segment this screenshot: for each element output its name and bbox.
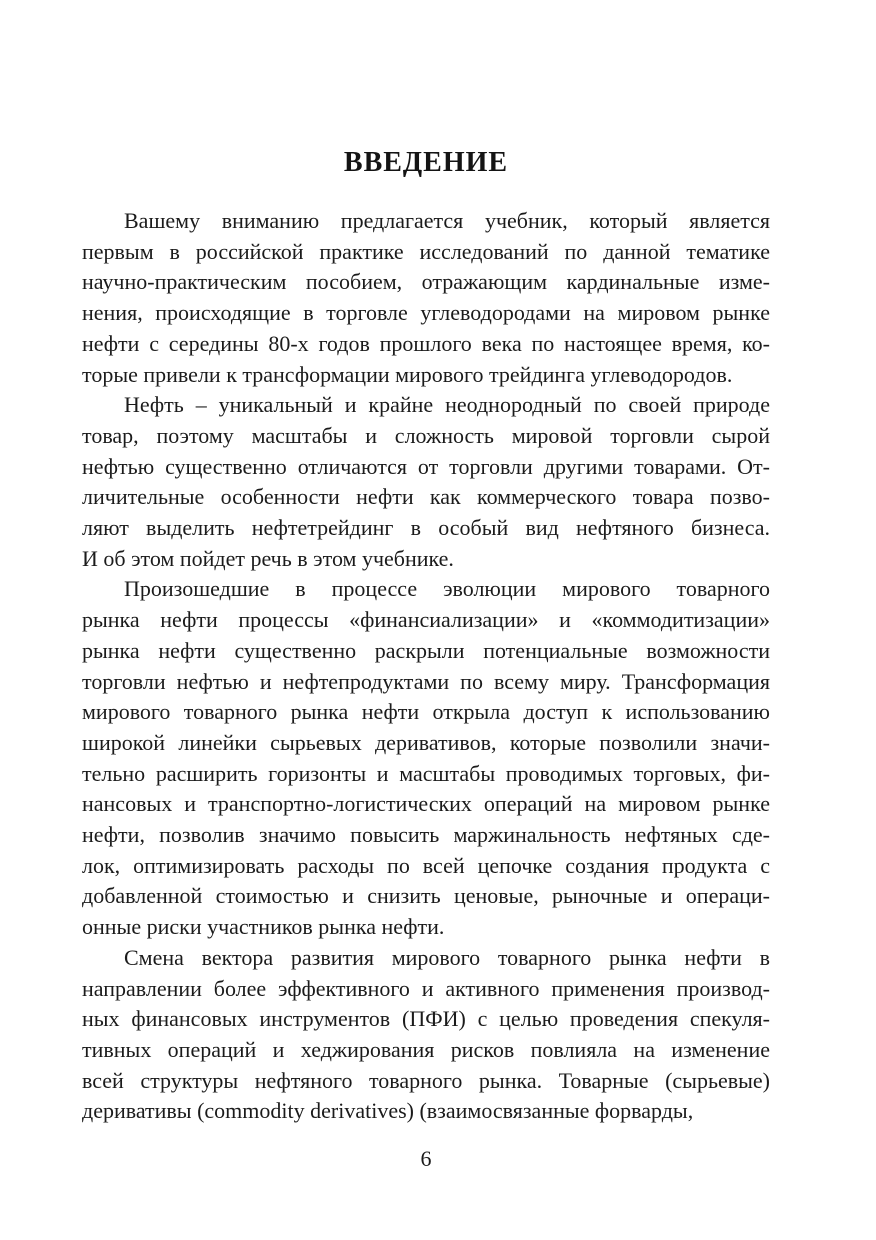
text-line: Смена вектора развития мирового товарного рынка нефти в (124, 944, 770, 970)
text-line: направлении более эффективного и активного применения производ- (82, 975, 770, 1001)
text-line: ляют выделить нефтетрейдинг в особый вид нефтяного бизнеса. (82, 515, 770, 541)
text-line: товар, поэтому масштабы и сложность мировой торговли сырой (82, 422, 770, 448)
text-line: научно-практическим пособием, отражающим кардинальные изме- (82, 269, 770, 295)
text-line: личительные особенности нефти как коммерческого товара позво- (82, 484, 770, 510)
paragraph (82, 206, 770, 390)
text-line: Вашему вниманию предлагается учебник, который является (124, 208, 770, 233)
text-line: нения, происходящие в торговле углеводородами на мировом рынке (82, 300, 770, 326)
text-line: Нефть – уникальный и крайне неоднородный по своей природе (124, 392, 770, 418)
text-line: широкой линейки сырьевых деривативов, которые позволили значи- (82, 729, 770, 755)
text-line: рынка нефти процессы «финансиализации» и «коммодитизации» (82, 607, 770, 633)
text-line: рынка нефти существенно раскрыли потенциальные возможности (82, 637, 770, 663)
text-line: И об этом пойдет речь в этом учебнике. (82, 545, 454, 571)
text-line: первым в российской практике исследований по данной тематике (82, 238, 770, 264)
text-line: онные риски участников рынка нефти. (82, 914, 445, 940)
text-line: ных финансовых инструментов (ПФИ) с целью проведения спекуля- (82, 1006, 770, 1032)
text-line: нансовых и транспортно-логистических операций на мировом рынке (82, 791, 770, 817)
paragraph (82, 943, 770, 1127)
text-line: тельно расширить горизонты и масштабы проводимых торговых, фи- (82, 760, 770, 786)
text-line: Произошедшие в процессе эволюции мирового товарного (124, 576, 770, 602)
text-line: нефтью существенно отличаются от торговли другими товарами. От- (82, 453, 770, 479)
text-line: всей структуры нефтяного товарного рынка. Товарные (сырьевые) (82, 1067, 770, 1093)
text-line: тивных операций и хеджирования рисков повлияла на изменение (82, 1036, 770, 1062)
body-text (82, 206, 770, 1127)
text-line: нефти с середины 80-х годов прошлого века по настоящее время, ко- (82, 330, 770, 356)
page-content (82, 146, 770, 1127)
text-line: лок, оптимизировать расходы по всей цепочке создания продукта с (82, 852, 770, 878)
paragraph (82, 390, 770, 574)
text-line: торговли нефтью и нефтепродуктами по всему миру. Трансформация (82, 668, 770, 694)
text-line: нефти, позволив значимо повысить маржинальность нефтяных сде- (82, 822, 770, 848)
text-line: торые привели к трансформации мирового трейдинга углеводородов. (82, 361, 733, 387)
page-number: 6 (420, 1146, 432, 1171)
text-line: деривативы (commodity derivatives) (взаимосвязанные форварды, (82, 1098, 694, 1124)
text-line: мирового товарного рынка нефти открыла доступ к использованию (82, 699, 770, 725)
page-title: ВВЕДЕНИЕ (343, 147, 509, 178)
paragraph (82, 574, 770, 942)
text-line: добавленной стоимостью и снизить ценовые, рыночные и операци- (82, 883, 770, 909)
